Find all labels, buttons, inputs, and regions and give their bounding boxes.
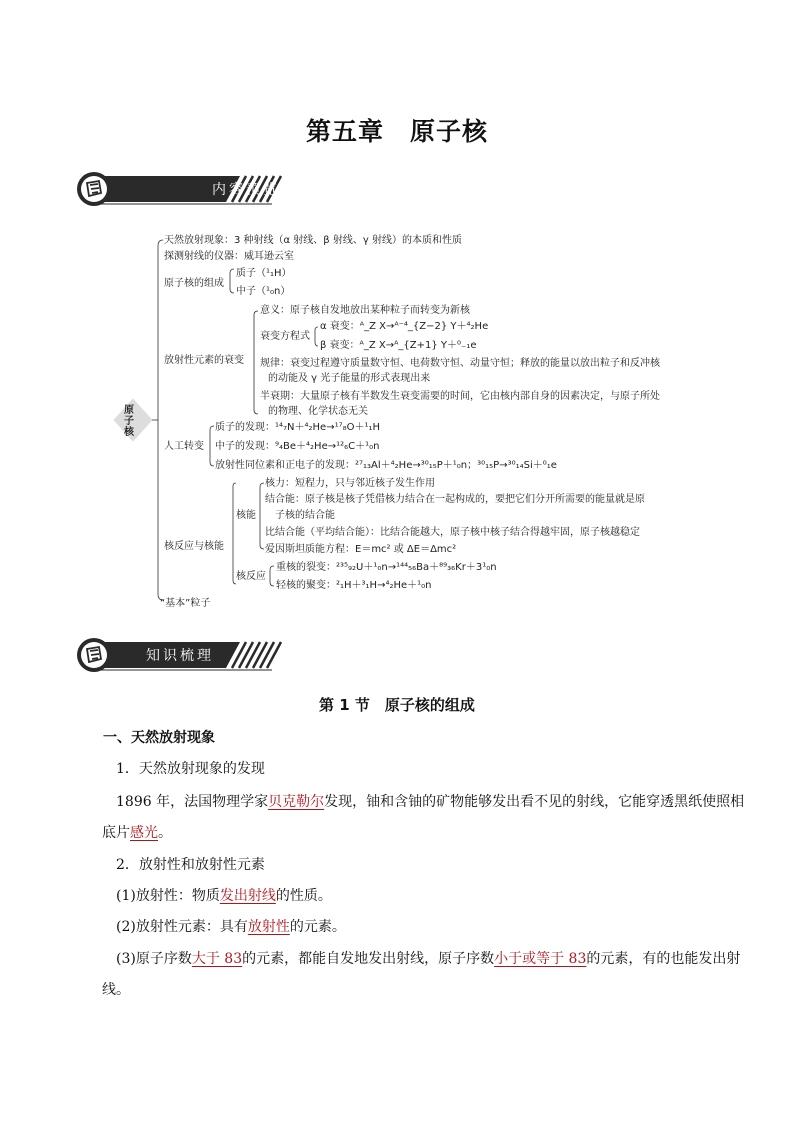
mm-law2: 的动能及 γ 光子能量的形式表现出来 [268, 373, 431, 384]
mm-nuclear-rx: 核反应 [236, 571, 266, 582]
chapter-title: 第五章 原子核 [305, 117, 488, 146]
text: (3)原子序数 [116, 951, 192, 967]
text: 1896 年，法国物理学家 [116, 794, 269, 810]
mm-halflife2: 的物理、化学状态无关 [268, 406, 368, 417]
mm-einstein: 爱因斯坦质能方程：E＝mc² 或 ΔE＝Δmc² [265, 544, 457, 555]
text: (2)放射性元素：具有 [116, 919, 248, 935]
mm-composition: 原子核的组成 [164, 278, 224, 289]
text: 的元素。 [289, 919, 346, 935]
mm-proton: 质子（¹₁H） [236, 268, 292, 279]
mm-specific: 比结合能（平均结合能）：比结合能越大，原子核中核子结合得越牢固，原子核越稳定 [265, 527, 640, 538]
text: 发现，铀和含铀的矿物能够发出看不见的射线，它能穿透黑纸使照相 [324, 794, 745, 810]
para-4-line-1 [116, 949, 740, 969]
mm-basic: “基本”粒子 [160, 598, 211, 609]
mm-halflife1: 半衰期：大量原子核有半数发生衰变需要的时间，它由核内部自身的因素决定，与原子所处 [260, 391, 660, 402]
mm-artificial: 人工转变 [164, 441, 204, 452]
text: 的元素，都能自发地发出射线，原子序数 [242, 951, 495, 967]
subheading-radioactivity: 2．放射性和放射性元素 [116, 857, 265, 873]
answer-blank: 贝克勒尔 [268, 794, 325, 810]
mm-binding1: 结合能：原子核是核子凭借核力结合在一起构成的，要把它们分开所需要的能量就是原 [265, 494, 645, 505]
mm-fission: 重核的裂变：²³⁵₉₂U＋¹₀n→¹⁴⁴₅₆Ba＋⁸⁹₃₆Kr＋3¹₀n [276, 562, 497, 573]
text: 。 [158, 825, 172, 841]
banner-label: 知识梳理 [146, 648, 214, 664]
text: 的性质。 [275, 888, 332, 904]
para-2 [116, 886, 332, 906]
mm-beta: β 衰变：ᴬ_Z X→ᴬ_{Z+1} Y＋⁰₋₁e [320, 340, 477, 351]
banner-label: 内容预览 [212, 182, 280, 198]
subheading-discovery: 1．天然放射现象的发现 [116, 761, 265, 777]
mm-energy: 核能 [236, 510, 256, 521]
answer-blank: 感光 [130, 825, 158, 841]
mm-isotope-disc: 放射性同位素和正电子的发现：²⁷₁₃Al＋⁴₂He→³⁰₁₅P＋¹₀n；³⁰₁₅P→³⁰₁₄Si＋⁰₁e [215, 460, 557, 471]
mm-detector: 探测射线的仪器：威耳逊云室 [164, 251, 294, 262]
mm-neutron: 中子（¹₀n） [236, 286, 291, 297]
mm-fusion: 轻核的聚变：²₁H＋³₁H→⁴₂He＋¹₀n [276, 580, 432, 591]
section-title: 第 1 节 原子核的组成 [319, 696, 475, 714]
answer-blank: 放射性 [247, 919, 290, 935]
mm-binding2: 子核的结合能 [275, 510, 335, 521]
text: 底片 [102, 825, 130, 841]
answer-blank: 小于或等于 83 [494, 951, 587, 967]
para-3 [116, 917, 346, 937]
mm-natural: 天然放射现象：3 种射线（α 射线、β 射线、γ 射线）的本质和性质 [164, 235, 462, 246]
mm-force: 核力：短程力，只与邻近核子发生作用 [265, 478, 435, 489]
heading-natural-radioactivity: 一、天然放射现象 [103, 730, 215, 746]
mm-law1: 规律：衰变过程遵守质量数守恒、电荷数守恒、动量守恒；释放的能量以放出粒子和反冲核 [260, 358, 660, 369]
answer-blank: 大于 83 [191, 951, 243, 967]
mindmap-root: 原子核 [124, 405, 134, 438]
mm-alpha: α 衰变：ᴬ_Z X→ᴬ⁻⁴_{Z−2} Y＋⁴₂He [320, 321, 489, 332]
mm-decay: 放射性元素的衰变 [164, 355, 244, 366]
mm-neutron-disc: 中子的发现：⁹₄Be＋⁴₂He→¹²₆C＋¹₀n [215, 441, 380, 452]
para-4-line-2: 线。 [102, 982, 130, 998]
mm-reaction: 核反应与核能 [164, 541, 224, 552]
mm-equation: 衰变方程式 [260, 331, 310, 342]
mm-proton-disc: 质子的发现：¹⁴₇N＋⁴₂He→¹⁷₈O＋¹₁H [215, 422, 381, 433]
text: 的元素，有的也能发出射 [586, 951, 741, 967]
para-1-line-1 [116, 792, 744, 812]
answer-blank: 发出射线 [219, 888, 276, 904]
para-1-line-2 [102, 823, 172, 843]
text: (1)放射性：物质 [116, 888, 220, 904]
mm-meaning: 意义：原子核自发地放出某种粒子而转变为新核 [260, 305, 470, 316]
banner-knowledge [74, 636, 304, 676]
